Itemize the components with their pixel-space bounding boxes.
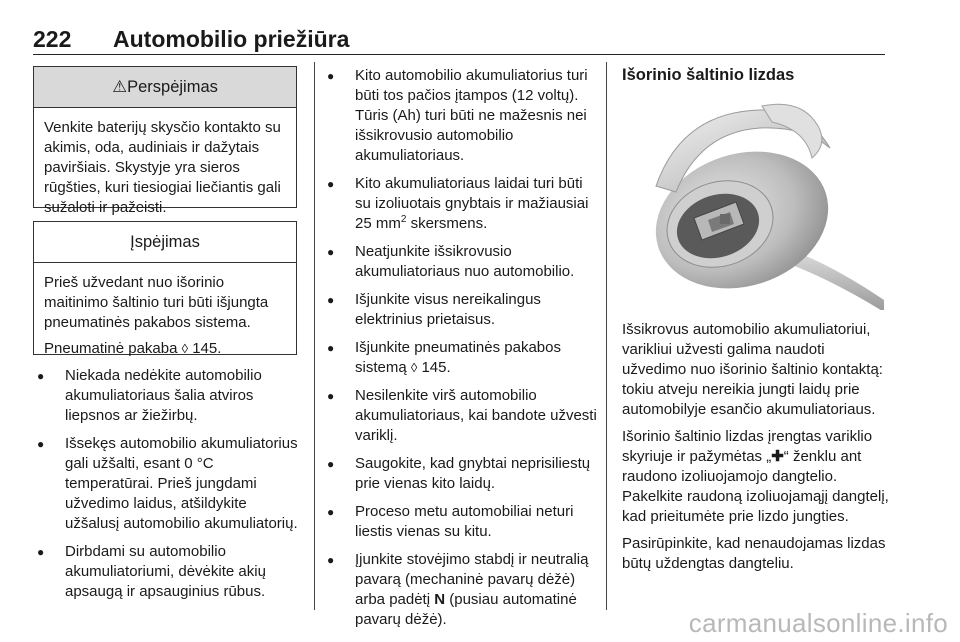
list-item: ● Proceso metu automobiliai neturi liestis vienas su kitu. (323, 502, 598, 542)
list-item: ● Kito automobilio akumuliatorius turi būti tos pačios įtampos (12 voltų). Tūris (Ah) turi būti ne mažesnis nei išsikrovusio automobilio akumuliatoriaus. (323, 66, 598, 166)
list-item: ● Dirbdami su automobilio akumuliatoriumi, dėvėkite akių apsaugą ir apsauginius rūbus. (33, 542, 303, 602)
page-reference-link[interactable]: 145. (421, 359, 451, 376)
caution-box-reference: Pneumatinė pakaba ◊ 145. (44, 340, 222, 357)
section-body (622, 320, 890, 581)
column-divider-right (606, 62, 607, 610)
section-title: Išorinio šaltinio lizdas (622, 66, 795, 84)
list-item: ● Saugokite, kad gnybtai neprisiliestų prie vienas kito laidų. (323, 454, 598, 494)
warning-box (33, 66, 297, 216)
section-paragraph: Pasirūpinkite, kad nenaudojamas lizdas būtų uždengtas dangteliu. (622, 535, 886, 572)
list-item: ● Neatjunkite išsikrovusio akumuliatoriaus nuo automobilio. (323, 242, 598, 282)
warning-triangle-icon: ⚠ (112, 78, 127, 96)
list-item: ● Nesilenkite virš automobilio akumuliatoriaus, kai bandote užvesti variklį. (323, 386, 598, 446)
warning-box-text: Venkite baterijų skysčio kontakto su akimis, oda, audiniais ir dažytais paviršiais. Skystyje yra sieros rūgšties, kuri tiesiogiai liečiantis gali sužaloti ir pažeisti. (44, 119, 281, 216)
caution-box-title: Įspėjimas (130, 233, 200, 251)
page-header (33, 22, 885, 55)
plus-icon: ✚ (771, 448, 784, 465)
page-reference-arrow-icon: ◊ (410, 360, 418, 375)
list-item: ● Niekada nedėkite automobilio akumuliatoriaus šalia atviros liepsnos ar žiežirbų. (33, 366, 303, 426)
list-item: ● Išjunkite visus nereikalingus elektrinius prietaisus. (323, 290, 598, 330)
middle-bullet-list (323, 66, 598, 638)
jump-start-socket-illustration (622, 100, 886, 310)
column-divider-left (314, 62, 315, 610)
watermark: carmanualsonline.info (688, 608, 948, 638)
list-item: ● Įjunkite stovėjimo stabdį ir neutralią pavarą (mechaninė pavarų dėžė) arba padėtį N (pusiau automatinė pavarų dėžė). (323, 550, 598, 630)
warning-box-header (34, 67, 296, 108)
section-paragraph: Išsikrovus automobilio akumuliatoriui, varikliui užvesti galima naudoti užvedimo nuo išorinio šaltinio kontaktą: tokiu atveju nereikia jungti laidų prie automobilyje esančio akumuliatoriaus. (622, 321, 883, 418)
page-number: 222 (33, 26, 72, 52)
list-item: ● Kito akumuliatoriaus laidai turi būti su izoliuotais gnybtais ir mažiausiai 25 $mm^2$ skersmens. (323, 174, 598, 234)
warning-box-title: Perspėjimas (127, 78, 218, 96)
caution-box-header (34, 222, 296, 263)
list-item: ● Išjunkite pneumatinės pakabos sistemą ◊ 145. (323, 338, 598, 378)
warning-box-body (34, 108, 296, 226)
socket-drawing (622, 100, 886, 310)
caution-box (33, 221, 297, 355)
page-reference-arrow-icon: ◊ (181, 341, 189, 356)
section-paragraph: Išorinio šaltinio lizdas įrengtas variklio skyriuje ir pažymėtas „✚“ ženklu ant raudono izoliuojamojo dangtelio. Pakelkite raudoną izoliuojamąjį dangtelį, kad prieitumėte prie lizdo jungties. (622, 428, 889, 525)
list-item: ● Išsekęs automobilio akumuliatorius gali užšalti, esant 0 °C temperatūrai. Prieš jungdami užvedimo laidus, atšildykite užšalusį automobilio akumuliatorių. (33, 434, 303, 534)
caution-box-text: Prieš užvedant nuo išorinio maitinimo šaltinio turi būti išjungta pneumatinės pakabos sistema. (44, 274, 269, 331)
page-title: Automobilio priežiūra (113, 26, 350, 52)
left-bullet-list (33, 366, 303, 610)
page-reference-link[interactable]: 145. (192, 340, 222, 357)
caution-box-body (34, 263, 296, 367)
